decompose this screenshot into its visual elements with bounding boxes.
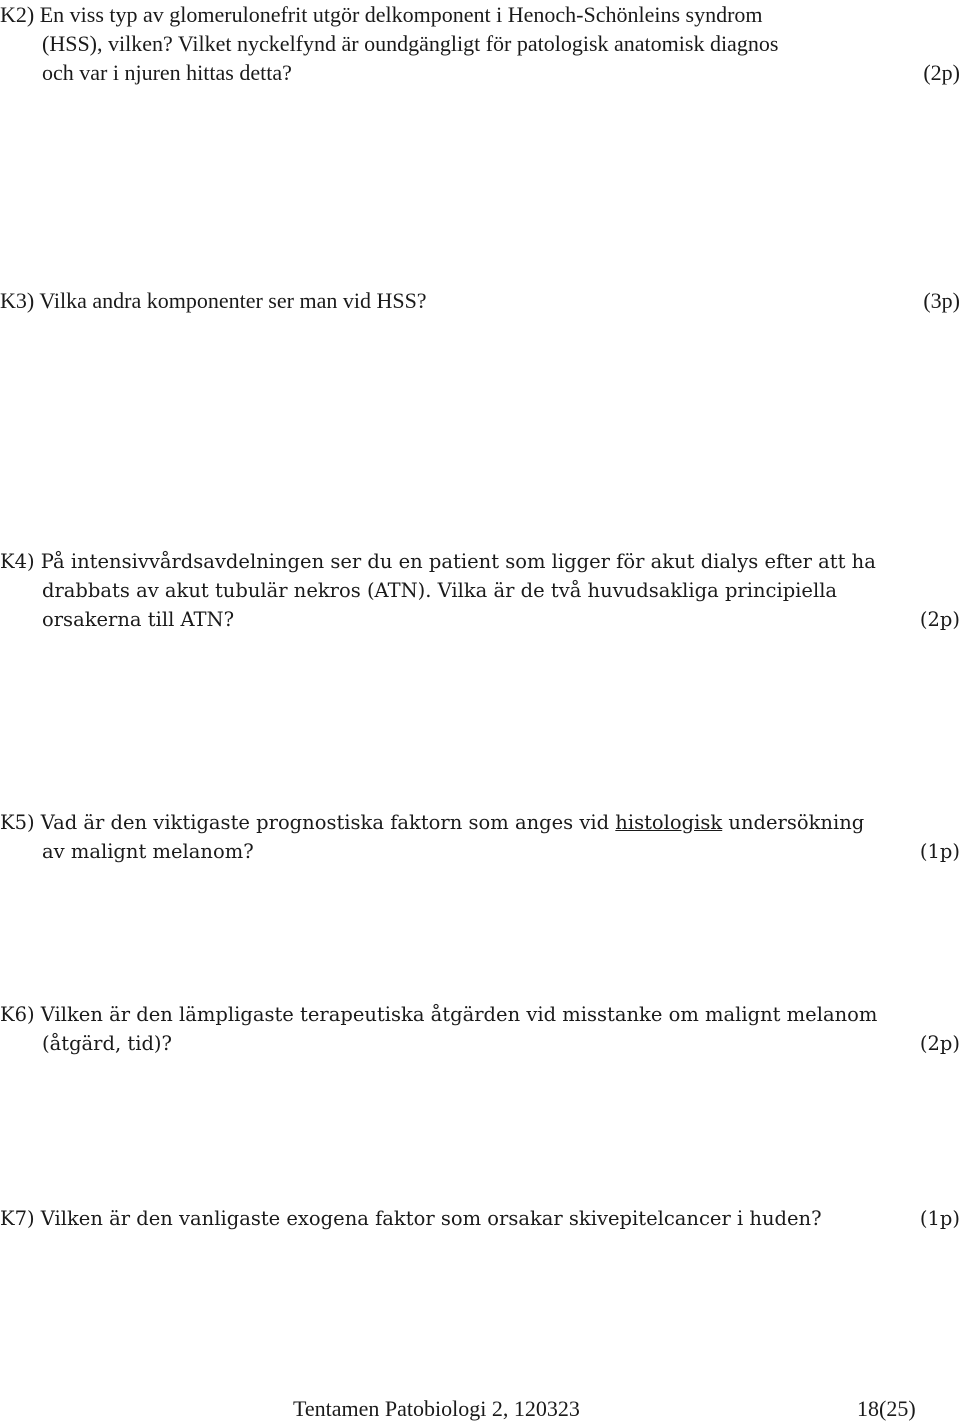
question-k7-line-1 xyxy=(0,1204,960,1233)
footer-page-number: 18(25) xyxy=(857,1396,916,1421)
question-k6-line-1: K6) Vilken är den lämpligaste terapeutiska åtgärden vid misstanke om malignt melanom xyxy=(0,1003,878,1026)
question-k3 xyxy=(0,286,960,315)
question-k7-text: K7) Vilken är den vanligaste exogena faktor som orsakar skivepitelcancer i huden? xyxy=(0,1207,822,1230)
question-k6-points: (2p) xyxy=(919,1032,960,1055)
question-k6-line-2-text: (åtgärd, tid)? xyxy=(42,1032,172,1055)
question-k3-line-1 xyxy=(0,286,960,315)
question-k4-line-2: drabbats av akut tubulär nekros (ATN). Vilka är de två huvudsakliga principiella xyxy=(42,579,838,602)
question-k2-line-3 xyxy=(0,58,960,87)
question-k3-points: (3p) xyxy=(923,288,960,313)
question-k5-points: (1p) xyxy=(919,840,960,863)
question-k6 xyxy=(0,1000,960,1058)
question-k5-text-before: K5) Vad är den viktigaste prognostiska faktorn som anges vid xyxy=(0,811,616,834)
question-k4 xyxy=(0,547,960,634)
question-k2-points: (2p) xyxy=(923,60,960,85)
question-k6-line-2 xyxy=(0,1029,960,1058)
question-k7-points: (1p) xyxy=(919,1207,960,1230)
question-k4-points: (2p) xyxy=(919,608,960,631)
page-footer xyxy=(0,1396,960,1424)
question-k2-line-2: (HSS), vilken? Vilket nyckelfynd är oundgängligt för patologisk anatomisk diagnos xyxy=(42,31,779,56)
question-k4-line-3-text: orsakerna till ATN? xyxy=(42,608,235,631)
question-k5-line-1 xyxy=(0,808,960,837)
question-k2-line-1: K2) En viss typ av glomerulonefrit utgör delkomponent i Henoch-Schönleins syndrom xyxy=(0,2,763,27)
question-k4-line-3 xyxy=(0,605,960,634)
question-k7 xyxy=(0,1204,960,1233)
question-k5 xyxy=(0,808,960,866)
question-k5-line-2-text: av malignt melanom? xyxy=(42,840,254,863)
footer-title: Tentamen Patobiologi 2, 120323 xyxy=(293,1396,580,1421)
question-k4-line-1: K4) På intensivvårdsavdelningen ser du en patient som ligger för akut dialys efter att ha xyxy=(0,550,876,573)
question-k5-line-2 xyxy=(0,837,960,866)
question-k2 xyxy=(0,0,960,87)
question-k2-line-3-text: och var i njuren hittas detta? xyxy=(42,60,292,85)
question-k3-text: K3) Vilka andra komponenter ser man vid HSS? xyxy=(0,288,427,313)
question-k5-text-after: undersökning xyxy=(722,811,865,834)
question-k5-underlined-word: histologisk xyxy=(615,811,723,834)
